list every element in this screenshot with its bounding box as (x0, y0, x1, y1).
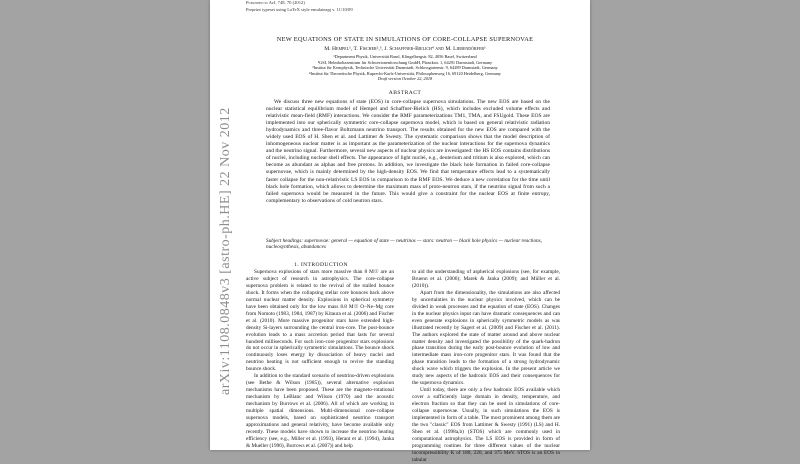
affiliation: ³Institut für Kernphysik, Technische Universität Darmstadt, Schlossgartenstr. 9, 64289 Darmstadt, Germany (312, 65, 498, 71)
paper-title: NEW EQUATIONS OF STATE IN SIMULATIONS OF CORE-COLLAPSE SUPERNOVAE (276, 36, 534, 43)
author-list: M. Hempel¹, T. Fischer²,³, J. Schaffner-Bielich⁴ and M. Liebendörfer¹ (324, 46, 486, 52)
subject-headings: Subject headings: supernovae: general — equation of state — neutrinos — stars: neutron — black hole physics — nuclear reactions, nucleosynthesis, abundances (266, 238, 542, 250)
abstract-heading: ABSTRACT (388, 90, 422, 96)
affiliation: ⁴Institut für Theoretische Physik, Ruprecht-Karls-Universität, Philosophenweg 16, 69120 Heidelberg, Germany (309, 70, 501, 76)
affiliation: ¹Department Physik, Universität Basel, Klingelbergstr. 82, 4056 Basel, Switzerland (333, 54, 477, 59)
paragraph: Until today, there are only a few hadronic EOS available which cover a sufficiently large domain in density, temperature, and electron fraction so that they can be used in simulations of core-collapse supernovae. Usually, in such simulations the EOS is implemented in form of a table. The most prominent among them are the two "classic" EOS from Lattimer & Swesty (1991) (LS) and H. Shen et al. (1998a,b) (STOS) which are commonly used in computational astrophysics. The LS EOS is provided in form of programming routines for three different values of the nuclear incompressibility K of 180, 220, and 375 MeV. STOS is an EOS in tabular (412, 387, 560, 463)
paper-page (210, 0, 590, 463)
affiliation: ²GSI, Helmholtzzentrum für Schwerionenforschung GmbH, Planckstr. 1, 64291 Darmstadt, Germany (317, 59, 493, 65)
paragraph: Apart from the dimensionality, the simulations are also affected by uncertainties in the nuclear physics involved, which can be divided in weak processes and the equation of state (EOS). Changes in the nuclear physics input can have dramatic consequences and can even generate explosions in spherically symmetric models as was illustrated recently by Sagert et al. (2009) and Fischer et al. (2011). The authors explored the state of matter around and above nuclear matter density and investigated the possibility of the quark-hadron phase transition during the early post-bounce evolution of low and intermediate mass iron-core progenitor stars. It was found that the phase transition leads to the formation of a strong hydrodynamic shock wave which triggers the explosion. In the present article we study new aspects of the hadronic EOS and their consequences for the supernova dynamics. (412, 289, 560, 387)
body-column-right (412, 269, 560, 464)
body-column-left (246, 269, 394, 450)
section-heading-introduction: 1. INTRODUCTION (294, 262, 348, 268)
preprint-note: Preprint typeset using LaTeX style emulateapj v. 11/10/09 (246, 7, 353, 12)
publication-note: Published in ApJ, 748, 70 (2012) (246, 0, 305, 5)
affiliations (250, 54, 560, 82)
paragraph: In addition to the standard scenario of neutrino-driven explosions (see Bethe & Wilson (1985)), several alternative explosion mechanisms have been proposed. These are the magneto-rotational mechanism by LeBlanc and Wilson (1970) and the acoustic mechanism by Burrows et al. (2006). All of which are working in multiple spatial dimensions. Multi-dimensional core-collapse supernova models, based on sophisticated neutrino transport approximations and general relativity, have become available only recently. These models have shown to increase the neutrino heating efficiency (see, e.g., Miller et al. (1993), Herant et al. (1994), Janka & Mueller (1996), Burrows et al. (2007)) and help (246, 373, 394, 449)
abstract-text: We discuss three new equations of state (EOS) in core-collapse supernova simulations. The new EOS are based on the nuclear statistical equilibrium model of Hempel and Schaffner-Bielich (HS), which includes excluded volume effects and relativistic mean-field (RMF) interactions. We consider the RMF parameterizations TM1, TMA, and FSUgold. These EOS are implemented into our spherically symmetric core-collapse supernova model, which is based on general relativistic radiation hydrodynamics and three-flavor Boltzmann neutrino transport. The results obtained for the new EOS are compared with the widely used EOS of H. Shen et al. and Lattimer & Swesty. The systematic comparison shows that the model description of inhomogeneous nuclear matter is as important as the parameterization of the nuclear interactions for the supernova dynamics and the neutrino signal. Furthermore, several new aspects of nuclear physics are investigated: the HS EOS contains distributions of nuclei, including nuclear shell effects. The appearance of light nuclei, e.g., deuterium and tritium is also explored, which can become as abundant as alphas and free protons. In addition, we investigate the black hole formation in failed core-collapse supernovae, which is mainly determined by the high-density EOS. We find that temperature effects lead to a systematically faster collapse for the non-relativistic LS EOS in comparison to the RMF EOS. We deduce a new correlation for the time until black hole formation, which allows to determine the maximum mass of proto-neutron stars, if the neutrino signal from such a failed supernova would be measured in the future. This would give a constraint for the nuclear EOS at finite entropy, complementary to observations of cold neutron stars. (266, 99, 550, 204)
draft-version: Draft version October 22, 2018 (377, 76, 433, 82)
paragraph: Supernova explosions of stars more massive than 8 M☉ are an active subject of research in astrophysics. The core-collapse supernova problem is related to the revival of the stalled bounce shock. It forms when the collapsing stellar core bounces back above normal nuclear matter density. Explosions in spherical symmetry have been obtained only for the low mass 8.8 M☉ O–Ne–Mg core from Nomoto (1983, 1984, 1987) by Kitaura et al. (2006) and Fischer et al. (2010). More massive progenitor stars have extended high-density Si-layers surrounding the central iron-core. The post-bounce evolution leads to a mass accretion period that lasts for several hundred milliseconds. For such iron-core progenitor stars explosions do not occur in spherically symmetric simulations. The bounce shock continuously loses energy by dissociation of heavy nuclei and neutrino heating is not sufficient enough to revive the standing bounce shock. (246, 269, 394, 373)
arxiv-identifier-stamp: arXiv:1108.0848v3 [astro-ph.HE] 22 Nov 2012 (218, 107, 233, 395)
paragraph: to aid the understanding of aspherical explosions (see, for example, Bruenn et al. (2006); Marek & Janka (2009); and Müller et al. (2010)). (412, 269, 560, 289)
